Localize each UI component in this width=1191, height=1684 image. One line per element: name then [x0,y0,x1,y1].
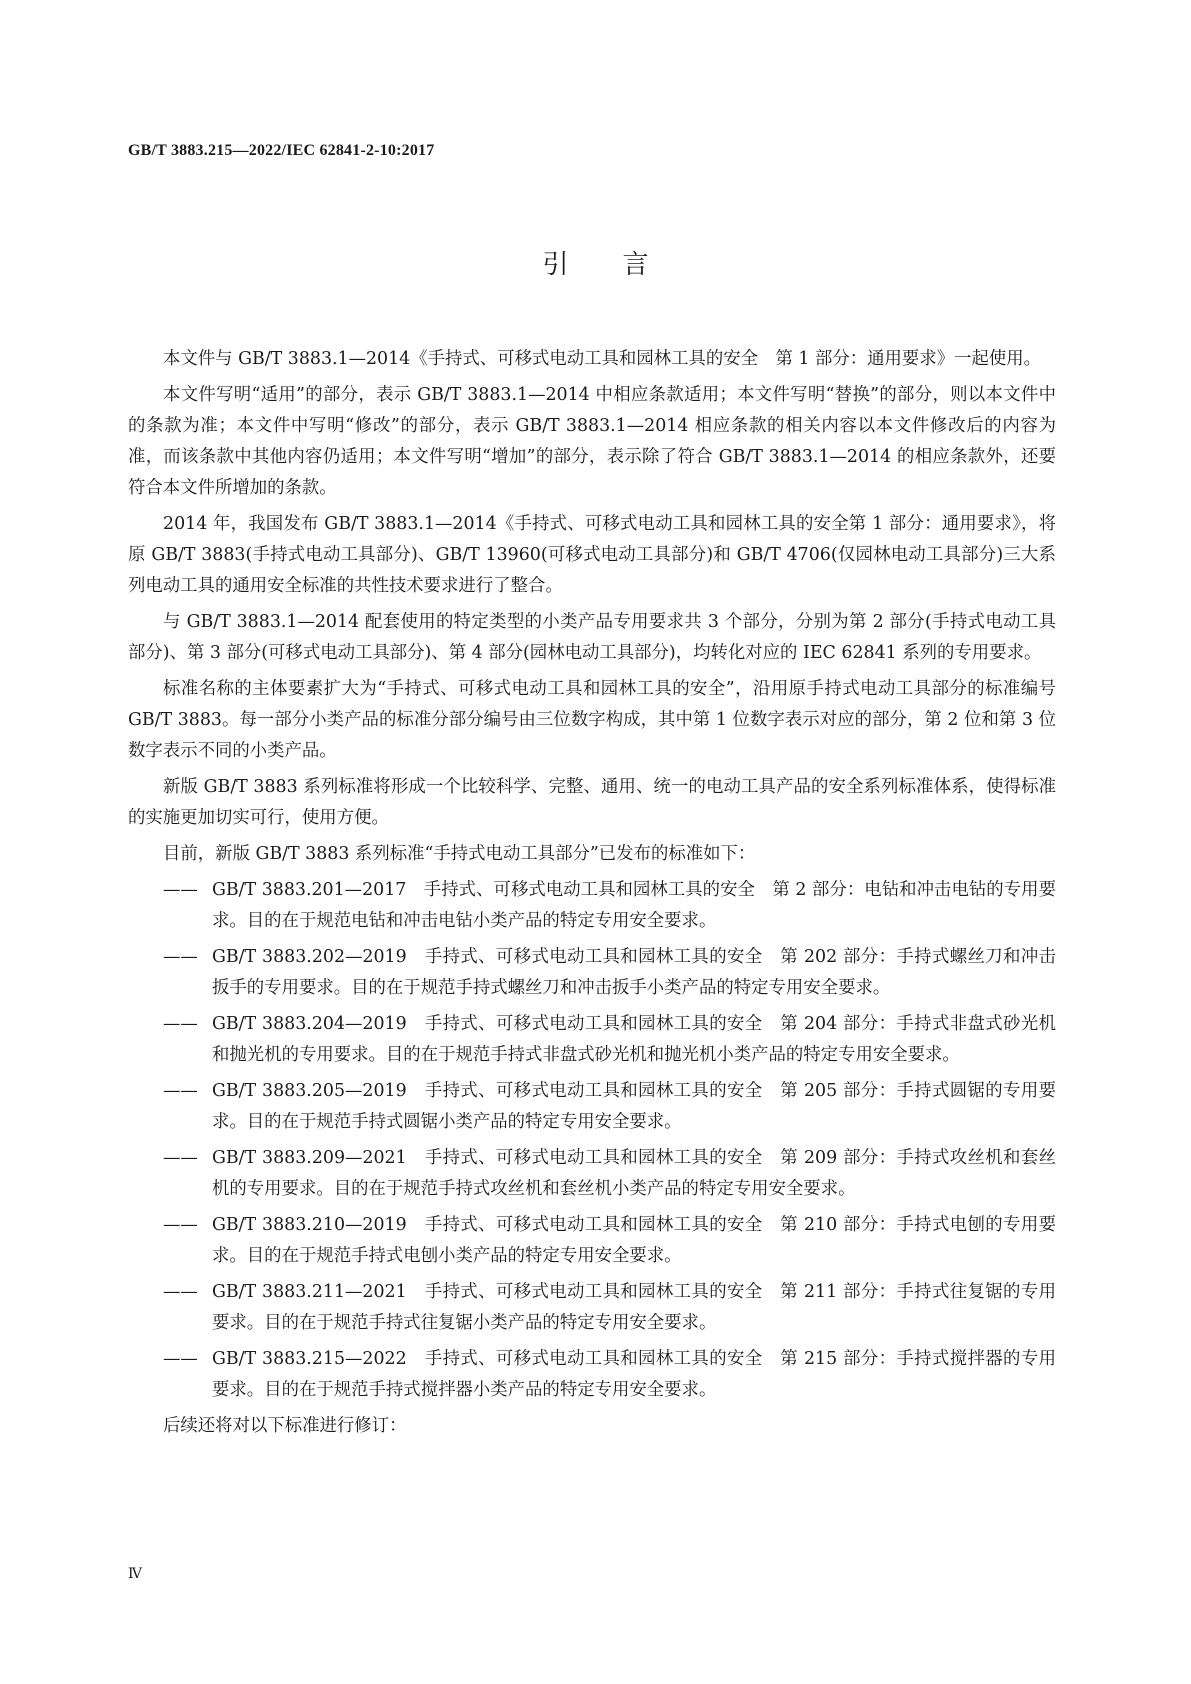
paragraph: 2014 年，我国发布 GB/T 3883.1—2014《手持式、可移式电动工具和园林工具的安全第 1 部分：通用要求》，将原 GB/T 3883(手持式电动工具部分)、GB/T 13960(可移式电动工具部分)和 GB/T 4706(仅园林电动工具部分)三大系列电动工具的通用安全标准的共性技术要求进行了整合。 [128,514,1056,596]
list-item-text: GB/T 3883.215—2022 手持式、可移式电动工具和园林工具的安全 第 215 部分：手持式搅拌器的专用要求。目的在于规范手持式搅拌器小类产品的特定专用安全要求。 [212,1349,1056,1400]
paragraph: 本文件与 GB/T 3883.1—2014《手持式、可移式电动工具和园林工具的安全 第 1 部分：通用要求》一起使用。 [163,349,1042,369]
paragraph: 标准名称的主体要素扩大为“手持式、可移式电动工具和园林工具的安全”，沿用原手持式电动工具部分的标准编号 GB/T 3883。每一部分小类产品的标准分部分编号由三位数字构成，其中第 1 位数字表示对应的部分，第 2 位和第 3 位数字表示不同的小类产品。 [128,679,1056,761]
list-item [128,1009,1056,1071]
list-item-text: GB/T 3883.204—2019 手持式、可移式电动工具和园林工具的安全 第 204 部分：手持式非盘式砂光机和抛光机的专用要求。目的在于规范手持式非盘式砂光机和抛光机小类产品的特定专用安全要求。 [212,1014,1056,1065]
list-item-text: GB/T 3883.209—2021 手持式、可移式电动工具和园林工具的安全 第 209 部分：手持式攻丝机和套丝机的专用要求。目的在于规范手持式攻丝机和套丝机小类产品的特定专用安全要求。 [212,1148,1056,1199]
standards-list [128,875,1056,1406]
list-item [128,942,1056,1004]
list-item-text: GB/T 3883.201—2017 手持式、可移式电动工具和园林工具的安全 第 2 部分：电钻和冲击电钻的专用要求。目的在于规范电钻和冲击电钻小类产品的特定专用安全要求。 [212,880,1056,931]
list-dash: —— [163,1081,198,1101]
list-item [128,1210,1056,1272]
closing-paragraph: 后续还将对以下标准进行修订： [163,1416,407,1436]
paragraph: 目前，新版 GB/T 3883 系列标准“手持式电动工具部分”已发布的标准如下： [163,844,756,864]
document-body [128,344,1056,1447]
list-dash: —— [163,1215,198,1235]
list-item-text: GB/T 3883.211—2021 手持式、可移式电动工具和园林工具的安全 第 211 部分：手持式往复锯的专用要求。目的在于规范手持式往复锯小类产品的特定专用安全要求。 [212,1282,1056,1333]
list-item-text: GB/T 3883.205—2019 手持式、可移式电动工具和园林工具的安全 第 205 部分：手持式圆锯的专用要求。目的在于规范手持式圆锯小类产品的特定专用安全要求。 [212,1081,1056,1132]
page-number: Ⅳ [128,1567,142,1582]
list-item [128,875,1056,937]
list-item [128,1143,1056,1205]
paragraph: 本文件写明“适用”的部分，表示 GB/T 3883.1—2014 中相应条款适用；本文件写明“替换”的部分，则以本文件中的条款为准；本文件中写明“修改”的部分，表示 GB/T 3883.1—2014 相应条款的相关内容以本文件修改后的内容为准，而该条款中其他内容仍适用；本文件写明“增加”的部分，表示除了符合 GB/T 3883.1—2014 的相应条款外，还要符合本文件所增加的条款。 [128,385,1056,498]
list-item-text: GB/T 3883.210—2019 手持式、可移式电动工具和园林工具的安全 第 210 部分：手持式电刨的专用要求。目的在于规范手持式电刨小类产品的特定专用安全要求。 [212,1215,1056,1266]
section-title: 引言 [542,250,703,280]
list-dash: —— [163,880,198,900]
paragraph: 新版 GB/T 3883 系列标准将形成一个比较科学、完整、通用、统一的电动工具产品的安全系列标准体系，使得标准的实施更加切实可行，使用方便。 [128,777,1056,828]
standard-code-header: GB/T 3883.215—2022/IEC 62841-2-10:2017 [128,142,435,159]
list-item [128,1344,1056,1406]
list-item [128,1076,1056,1138]
list-dash: —— [163,1014,198,1034]
list-dash: —— [163,1148,198,1168]
list-item-text: GB/T 3883.202—2019 手持式、可移式电动工具和园林工具的安全 第 202 部分：手持式螺丝刀和冲击扳手的专用要求。目的在于规范手持式螺丝刀和冲击扳手小类产品的特定专用安全要求。 [212,947,1056,998]
list-dash: —— [163,947,198,967]
list-dash: —— [163,1349,198,1369]
paragraph: 与 GB/T 3883.1—2014 配套使用的特定类型的小类产品专用要求共 3 个部分，分别为第 2 部分(手持式电动工具部分)、第 3 部分(可移式电动工具部分)、第 4 部分(园林电动工具部分)，均转化对应的 IEC 62841 系列的专用要求。 [128,612,1056,663]
list-dash: —— [163,1282,198,1302]
list-item [128,1277,1056,1339]
